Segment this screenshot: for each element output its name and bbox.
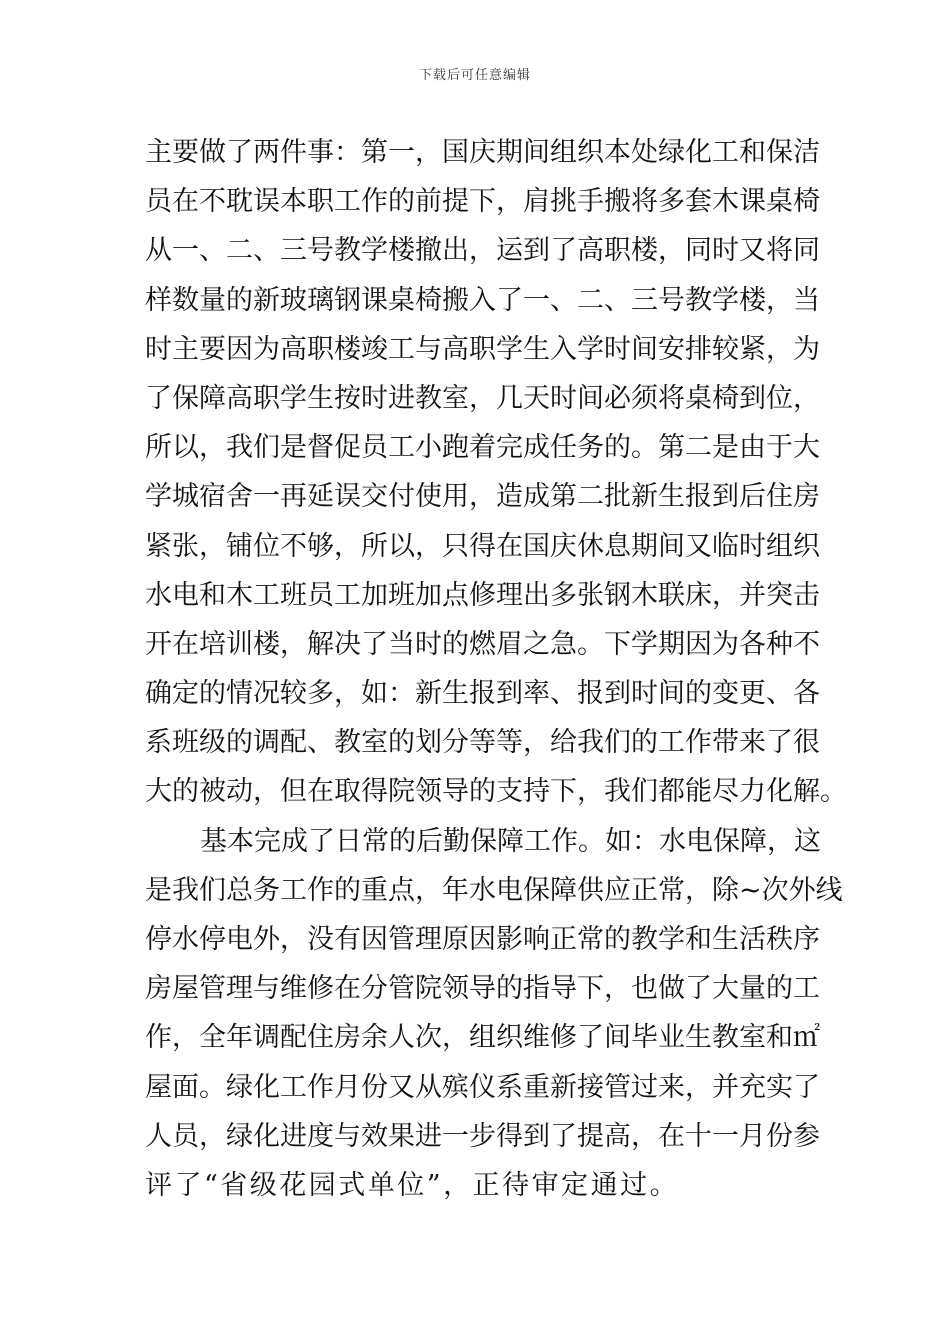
page-header: 下载后可任意编辑 <box>418 68 531 83</box>
text-line: 系班级的调配、教室的划分等等，给我们的工作带来了很 <box>145 727 820 759</box>
text-line: 了保障高职学生按时进教室，几天时间必须将桌椅到位， <box>145 382 820 414</box>
text-line: 所以，我们是督促员工小跑着完成任务的。第二是由于大 <box>145 432 820 464</box>
text-line: 主要做了两件事：第一，国庆期间组织本处绿化工和保洁 <box>145 137 820 168</box>
text-line: 学城宿舍一再延误交付使用，造成第二批新生报到后住房 <box>145 481 820 513</box>
text-line: 评了“省级花园式单位”，正待审定通过。 <box>145 1169 680 1201</box>
text-line: 作，全年调配住房余人次，组织维修了间毕业生教室和㎡ <box>145 1022 820 1054</box>
text-line: 停水停电外，没有因管理原因影响正常的教学和生活秩序 <box>145 924 820 955</box>
text-line: 确定的情况较多，如：新生报到率、报到时间的变更、各 <box>145 678 820 710</box>
document-body <box>145 128 847 1210</box>
text-line: 屋面。绿化工作月份又从殡仪系重新接管过来，并充实了 <box>145 1071 820 1103</box>
text-line: 房屋管理与维修在分管院领导的指导下，也做了大量的工 <box>145 973 820 1005</box>
paragraph-1 <box>145 128 847 817</box>
text-line: 样数量的新玻璃钢课桌椅搬入了一、二、三号教学楼，当 <box>145 284 820 316</box>
text-line: 时主要因为高职楼竣工与高职学生入学时间安排较紧，为 <box>145 333 820 365</box>
text-line: 员在不耽误本职工作的前提下，肩挑手搬将多套木课桌椅 <box>145 186 820 218</box>
text-line: 是我们总务工作的重点，年水电保障供应正常，除~次外线 <box>145 874 843 906</box>
text-line: 大的被动，但在取得院领导的支持下，我们都能尽力化解。 <box>145 776 847 808</box>
text-line: 基本完成了日常的后勤保障工作。如：水电保障，这 <box>200 825 821 857</box>
text-line: 水电和木工班员工加班加点修理出多张钢木联床，并突击 <box>145 579 820 611</box>
paragraph-2 <box>145 817 843 1211</box>
text-line: 人员，绿化进度与效果进一步得到了提高，在十一月份参 <box>145 1120 820 1152</box>
text-line: 紧张，铺位不够，所以，只得在国庆休息期间又临时组织 <box>145 530 820 562</box>
text-line: 从一、二、三号教学楼撤出，运到了高职楼，同时又将同 <box>145 235 820 267</box>
text-line: 开在培训楼，解决了当时的燃眉之急。下学期因为各种不 <box>145 628 820 660</box>
